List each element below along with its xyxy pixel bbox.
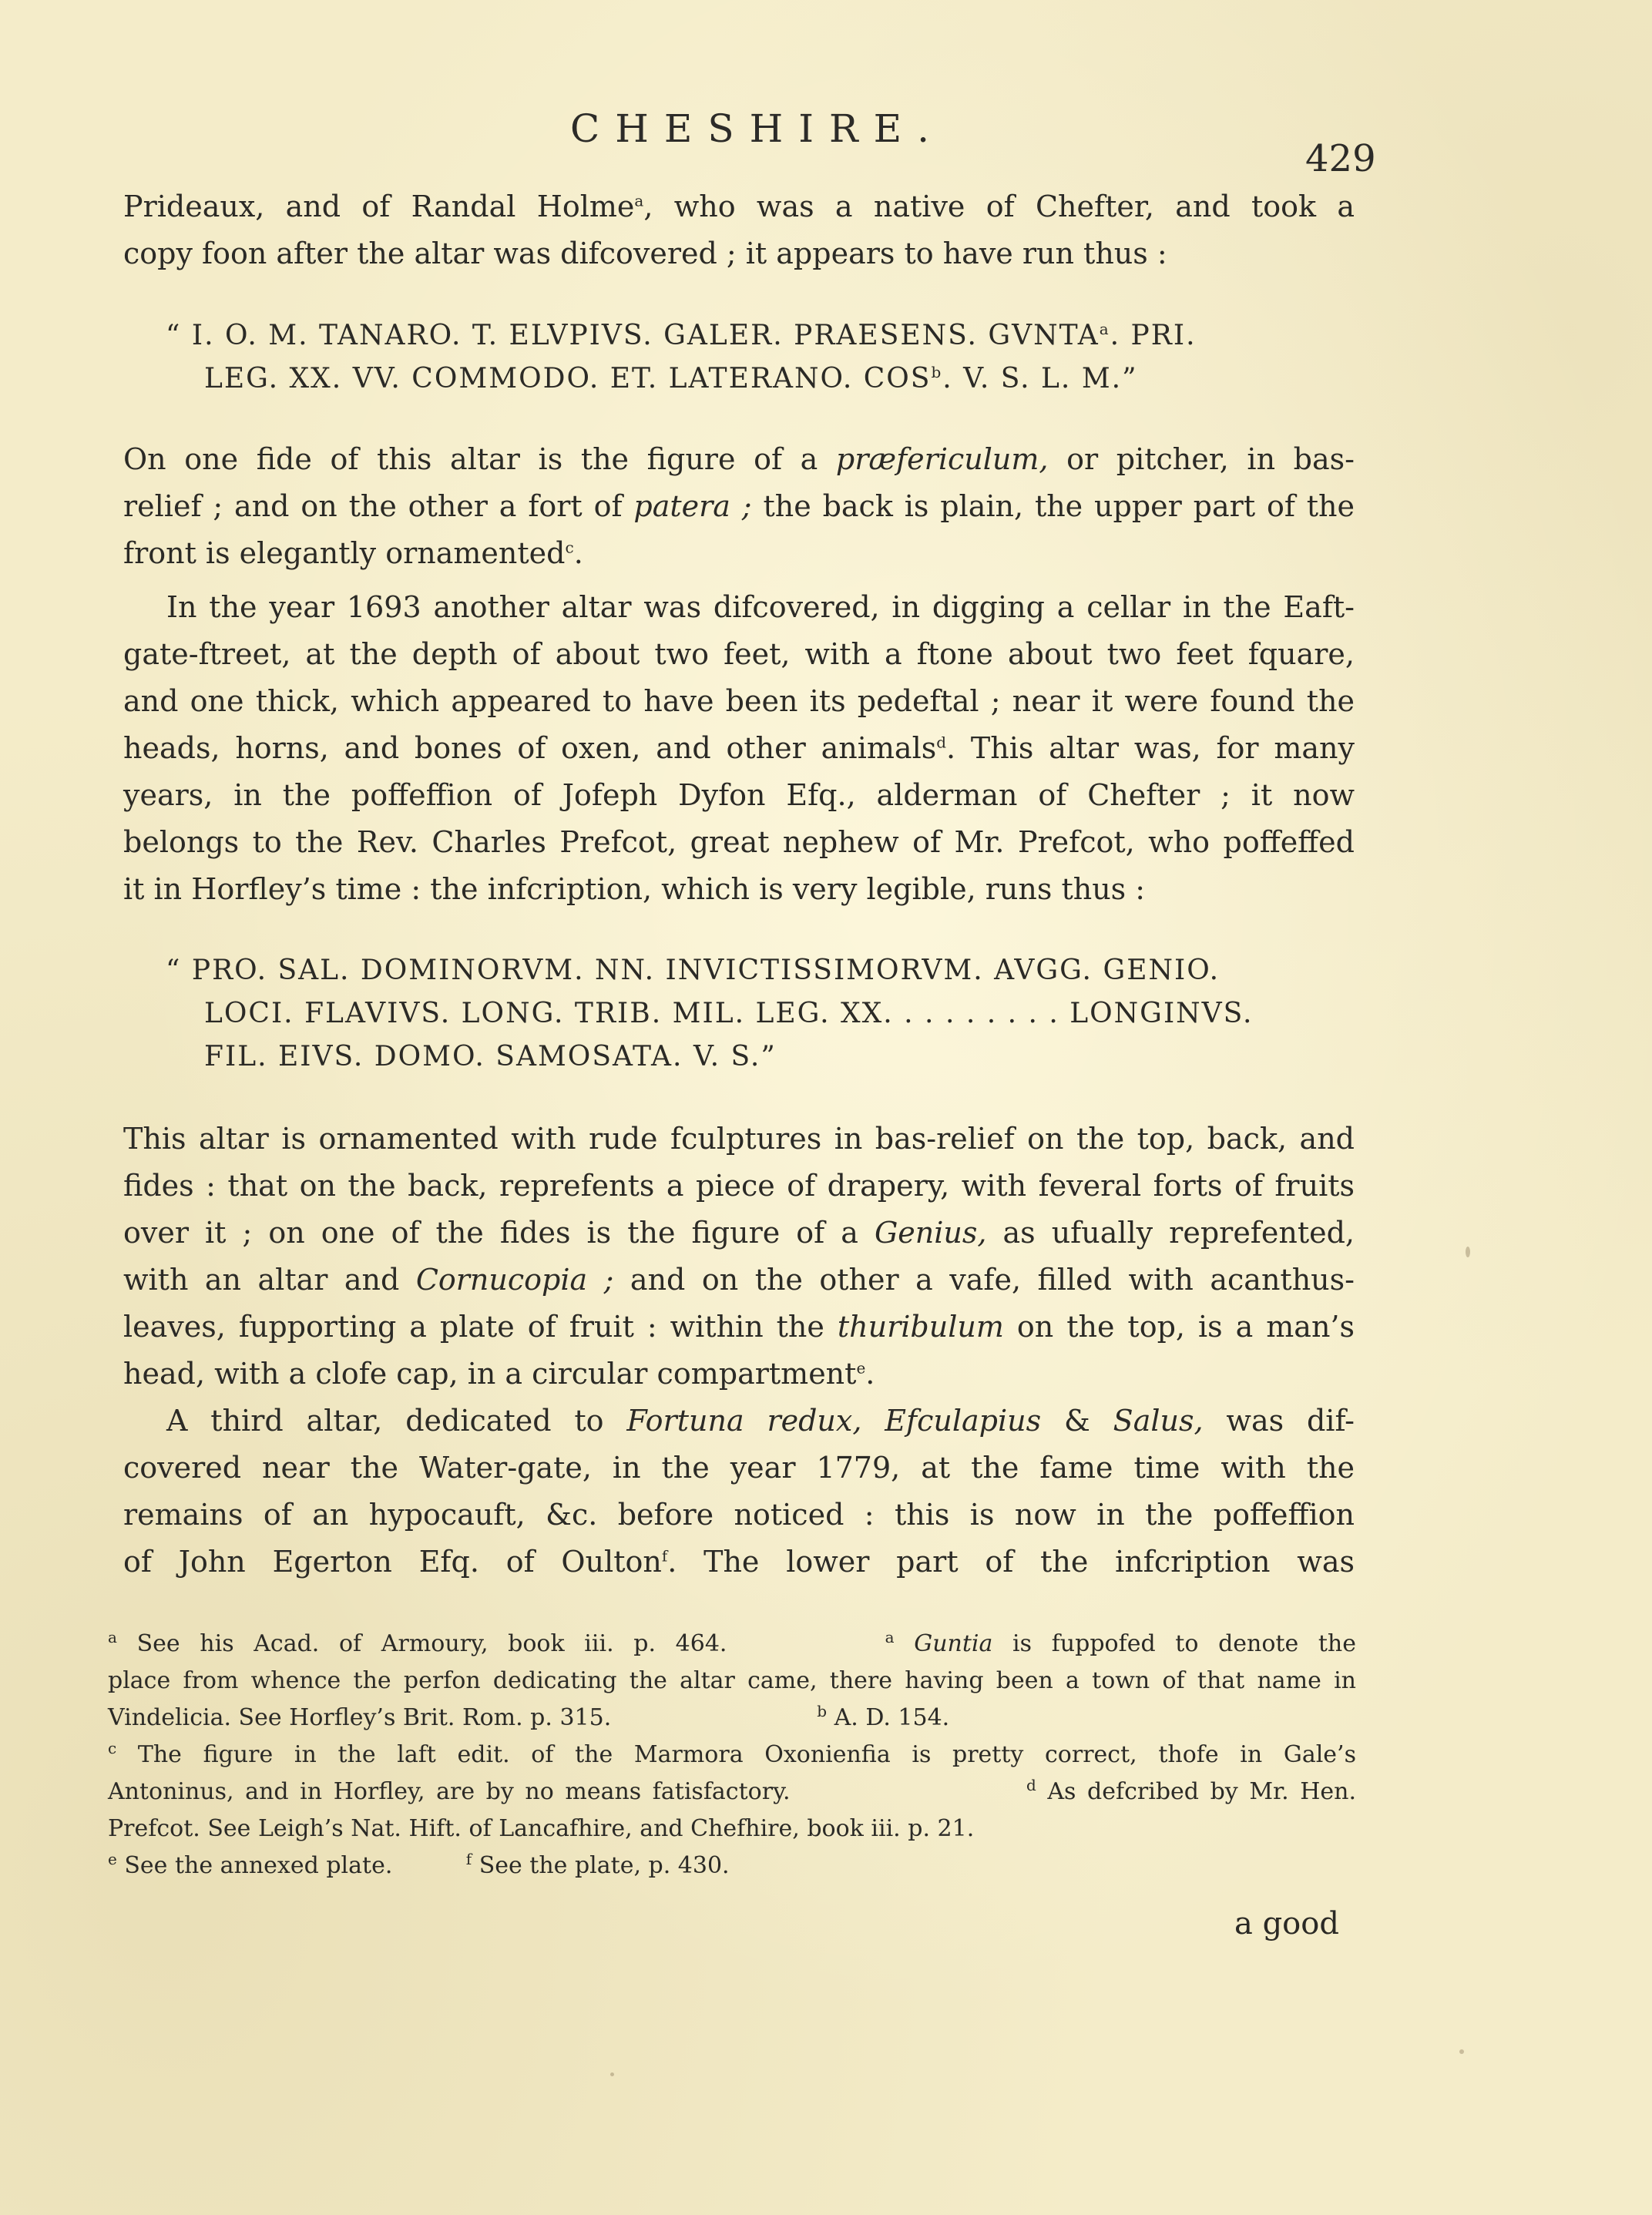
paper-blemish [1466,1247,1470,1257]
inscription-longinus [166,949,1337,1079]
inscription-tanaro [166,314,1337,401]
text-line: copy foon after the altar was difcovered ; it appears to have run thus : [123,237,1167,270]
inscription-line: “ PRO. SAL. DOMINORVM. NN. INVICTISSIMORVM. AVGG. GENIO. [166,955,1221,986]
text-line: fides : that on the back, reprefents a piece of drapery, with feveral forts of fruits [123,1169,1355,1203]
text-line: In the year 1693 another altar was difcovered, in digging a cellar in the Eaft- [166,590,1355,624]
paper-blemish [610,2072,614,2076]
paragraph-second-altar [123,584,1355,913]
inscription-line: LOCI. FLAVIVS. LONG. TRIB. MIL. LEG. XX. . . . . . . . . LONGINVS. [204,998,1254,1029]
text-line: covered near the Water-gate, in the year 1779, at the fame time with the [123,1451,1355,1485]
footnote-line: Vindelicia. See Horfley’s Brit. Rom. p. 315. $^b$ A. D. 154. [108,1702,950,1731]
footnote-line: Prefcot. See Leigh’s Nat. Hift. of Lancafhire, and Chefhire, book iii. p. 21. [108,1815,975,1842]
text-line: heads, horns, and bones of oxen, and other animals$^d$. This altar was, for many [123,731,1355,765]
footnote-line: $^a$ See his Acad. of Armoury, book iii. p. 464. $^a$ Guntia is fuppofed to denote the [108,1628,1356,1657]
text-line: gate-ftreet, at the depth of about two feet, with a ftone about two feet fquare, [123,637,1355,671]
page-number: 429 [1305,137,1376,180]
text-line: relief ; and on the other a fort of patera ; the back is plain, the upper part of the [123,489,1355,523]
footnote-line: place from whence the perfon dedicating the altar came, there having been a town of that name in [108,1667,1356,1694]
text-line: front is elegantly ornamented$^c$. [123,536,583,570]
footnotes [108,1626,1356,1884]
text-line: A third altar, dedicated to Fortuna redux, Efculapius & Salus, was dif- [166,1404,1355,1438]
text-line: it in Horfley’s time : the infcription, which is very legible, runs thus : [123,872,1146,906]
text-line: On one fide of this altar is the figure of a præfericulum, or pitcher, in bas- [123,442,1355,476]
running-head: CHESHIRE. [570,106,945,151]
inscription-line: FIL. EIVS. DOMO. SAMOSATA. V. S.” [204,1041,777,1072]
text-line: over it ; on one of the fides is the figure of a Genius, as ufually reprefented, [123,1216,1355,1250]
text-line: and one thick, which appeared to have been its pedeftal ; near it were found the [123,684,1355,718]
footnote-line: $^c$ The figure in the laft edit. of the Marmora Oxonienfia is pretty correct, thofe in Gale’s [108,1739,1356,1768]
paragraph-sculptures [123,1116,1355,1398]
text-line: with an altar and Cornucopia ; and on the other a vafe, filled with acanthus- [123,1263,1355,1297]
inscription-line: LEG. XX. VV. COMMODO. ET. LATERANO. COS$^b$. V. S. L. M.” [204,363,1138,394]
text-line: of John Egerton Efq. of Oulton$^f$. The lower part of the infcription was [123,1545,1355,1579]
footnote-marker: a [634,191,644,210]
text-line: head, with a clofe cap, in a circular compartment$^e$. [123,1357,875,1391]
text-line: belongs to the Rev. Charles Prefcot, great nephew of Mr. Prefcot, who poffeffed [123,825,1355,859]
paragraph-intro [123,183,1355,277]
paragraph-first-altar [123,436,1355,577]
text-line: remains of an hypocauft, &c. before noticed : this is now in the poffeffion [123,1498,1355,1532]
text-line: This altar is ornamented with rude fculptures in bas-relief on the top, back, and [123,1122,1355,1156]
footnote-line: $^e$ See the annexed plate. $^f$ See the plate, p. 430. [108,1850,730,1879]
text-line: Prideaux, and of Randal Holme$^a$, who was a native of Chefter, and took a [123,190,1355,223]
footnote-line: Antoninus, and in Horfley, are by no means fatisfactory. $^d$ As defcribed by Mr. Hen. [108,1776,1356,1805]
paragraph-third-altar [123,1398,1355,1586]
text-line: years, in the poffeffion of Jofeph Dyfon Efq., alderman of Chefter ; it now [123,778,1355,812]
text-line: leaves, fupporting a plate of fruit : within the thuribulum on the top, is a man’s [123,1310,1355,1344]
paper-blemish [1459,2049,1464,2054]
inscription-line: “ I. O. M. TANARO. T. ELVPIVS. GALER. PRAESENS. GVNTA$^a$. PRI. [166,320,1197,351]
catchword: a good [1234,1906,1339,1941]
